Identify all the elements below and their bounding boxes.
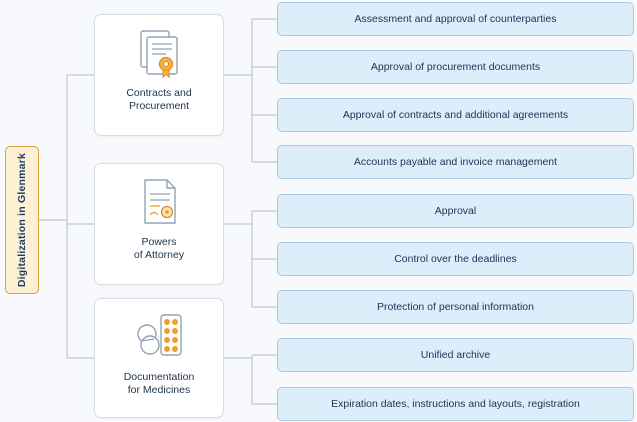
branch-label-line2: Procurement [128, 100, 190, 112]
leaf-label: Approval [434, 204, 477, 217]
leaf-label: Control over the deadlines [394, 252, 517, 265]
leaf-node[interactable] [277, 50, 634, 84]
leaf-node[interactable] [277, 242, 634, 276]
leaf-label: Unified archive [420, 348, 491, 361]
root-label: Digitalization in Glenmark [16, 152, 28, 288]
leaf-node[interactable] [277, 145, 634, 179]
branch-node-contracts-and-procurement[interactable] [94, 14, 224, 136]
branch-label [128, 232, 190, 262]
leaf-node[interactable] [277, 338, 634, 372]
leaf-label: Protection of personal information [376, 300, 534, 313]
branch-label [118, 367, 201, 397]
document-with-seal-icon [133, 23, 185, 83]
branch-label [120, 83, 197, 113]
leaf-label: Assessment and approval of counterparties [354, 12, 557, 25]
root-node[interactable] [5, 146, 39, 294]
branch-label-line2: for Medicines [127, 384, 191, 396]
leaf-node[interactable] [277, 2, 634, 36]
leaf-node[interactable] [277, 290, 634, 324]
branch-label-line1: Documentation [123, 371, 195, 383]
leaf-node[interactable] [277, 98, 634, 132]
pills-blister-icon [133, 307, 185, 367]
leaf-node[interactable] [277, 387, 634, 421]
branch-label-line1: Powers [141, 236, 177, 248]
branch-node-powers-of-attorney[interactable] [94, 163, 224, 285]
branch-label-line2: of Attorney [133, 249, 185, 261]
branch-node-documentation-for-medicines[interactable] [94, 298, 224, 418]
leaf-label: Expiration dates, instructions and layouts, registration [331, 397, 580, 410]
leaf-label: Approval of contracts and additional agreements [342, 108, 569, 121]
leaf-node[interactable] [277, 194, 634, 228]
certificate-document-icon [133, 172, 185, 232]
branch-label-line1: Contracts and [126, 87, 192, 99]
leaf-label: Approval of procurement documents [370, 60, 541, 73]
leaf-label: Accounts payable and invoice management [353, 155, 558, 168]
